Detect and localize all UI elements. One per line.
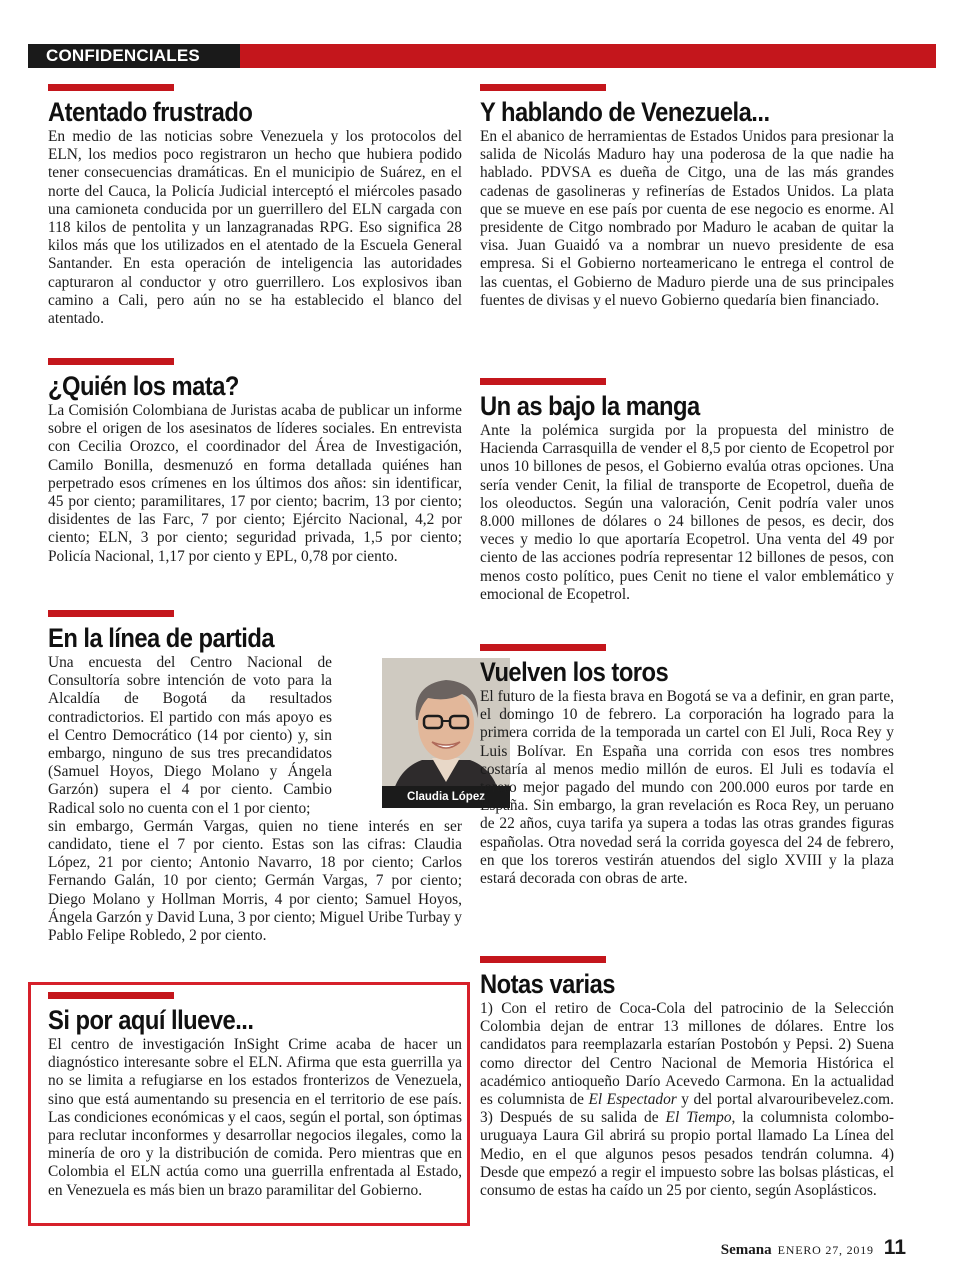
notas-italic-el-tiempo: El Tiempo: [665, 1109, 732, 1127]
headline-accent-bar: [48, 610, 174, 617]
notas-text-2: y del portal alvarouribevelez.com. 3) Después de su salida de: [480, 1091, 895, 1127]
footer-issue-date: ENERO 27, 2019: [777, 1243, 874, 1257]
headline-accent-bar: [48, 84, 174, 91]
headline: En la línea de partida: [48, 623, 275, 653]
headline: Si por aquí llueve...: [48, 1005, 254, 1035]
article-notas-varias: [480, 956, 894, 1200]
headline: Vuelven los toros: [480, 657, 669, 687]
article-body: [480, 1000, 894, 1200]
article-body-wrapped: Una encuesta del Centro Nacional de Consultoría sobre intención de voto para la Alcaldía de Bogotá da resultados contradictorios. El partido con más apoyo es el Centro Democrático (14 por ciento) y, sin embargo, ninguno de sus tres precandidatos (Samuel Hoyos, Diego Molano y Ángela Garzón) supera el 4 por ciento. Cambio Radical solo no cuenta con el 1 por ciento;: [48, 654, 332, 817]
headline: Un as bajo la manga: [480, 391, 700, 421]
footer-magazine-name: Semana: [720, 1242, 772, 1258]
article-atentado-frustrado: [48, 84, 462, 328]
page-footer: [721, 1236, 906, 1262]
article-body: Ante la polémica surgida por la propuesta del ministro de Hacienda Carrasquilla de vender el 8,5 por ciento de Ecopetrol por unos 10 billones de pesos, el Gobierno evalúa otras opciones. Una sería vender Cenit, la filial de transporte de Ecopetrol, dueña de los oleoductos. Según una valoración, Cenit podría valer unos 8.000 millones de dólares o 24 billones de pesos, es decir, dos veces y medio lo que aportaría Ecopetrol. Una venta del 49 por ciento de las acciones podría representar 12 billones de pesos, con menos costo político, pues Cenit no tiene el valor emblemático y emocional de Ecopetrol.: [480, 422, 894, 603]
article-body: En medio de las noticias sobre Venezuela y los protocolos del ELN, los medios poco registraron un hecho que hubiera podido tener consecuencias dramáticas. En el municipio de Suárez, en el norte del Cauca, la Policía Judicial interceptó el miércoles pasado una camioneta conducida por un guerrillero del ELN cargada con 118 kilos de pentolita y un lanzagranadas RPG. Eso significa 28 kilos más que los utilizados en el atentado de la Escuela General Santander. En esta operación de inteligencia las autoridades capturaron al conductor y otro guerrillero. Los explosivos iban camino a Cali, pero aún no se ha establecido el blanco del atentado.: [48, 128, 462, 328]
article-body: En el abanico de herramientas de Estados Unidos para presionar la salida de Nicolás Maduro hay una poderosa de la que nadie ha hablado. PDVSA es dueña de Citgo, una de las más grandes cadenas de gasolineras y refinerías de Estados Unidos. La plata que se mueve en ese país por cuenta de ese negocio es enorme. Al presidente de Citgo nombrado por Maduro le acaban de quitar la visa. Juan Guaidó va a nombrar un nuevo presidente de esa empresa. Si el Gobierno norteamericano le entrega el control de las cuentas, el Gobierno de Maduro pierde una de sus principales fuentes de divisas y el nuevo Gobierno quedaría bien financiado.: [480, 128, 894, 309]
article-y-hablando-de-venezuela: [480, 84, 894, 310]
article-un-as-bajo-la-manga: [480, 378, 894, 604]
article-si-por-aqui-llueve: [48, 992, 462, 1200]
article-body: El centro de investigación InSight Crime acaba de hacer un diagnóstico interesante sobre el ELN. Afirma que esta guerrilla ya no se limita a refugiarse en los estados fronterizos de Venezuela, sino que está aumentando su presencia en el territorio de ese país. Las condiciones económicas y el caos, según el portal, son óptimas para reclutar inconformes y desarrollar negocios ilegales, como la minería de oro y la distribución de comida. Pero mientras que en Colombia el ELN actúa como una guerrilla enfrentada al Estado, en Venezuela es más bien un brazo paramilitar del Gobierno.: [48, 1036, 462, 1199]
article-body: La Comisión Colombiana de Juristas acaba de publicar un informe sobre el origen de los asesinatos de líderes sociales. En entrevista con Cecilia Orozco, el coordinador del Área de Investigación, Camilo Bonilla, desmenuzó en forma detallada quiénes han perpetrado esos crímenes en los últimos dos años: sin identificar, 45 por ciento; paramilitares, 17 por ciento; bacrim, 13 por ciento; disidentes de las Farc, 7 por ciento; Ejército Nacional, 4,2 por ciento; ELN, 3 por ciento; seguridad privada, 1,5 por ciento; Policía Nacional, 1,17 por ciento y EPL, 0,78 por ciento.: [48, 402, 462, 565]
headline-accent-bar: [480, 644, 606, 651]
notas-text-1: 1) Con el retiro de Coca-Cola del patrocinio de la Selección Colombia dejan de entrar 13 millones de dólares. Entre los candidatos para reemplazarla estarían Postobón y Pepsi. 2) Suena como director del Centro Nacional de Memoria Histórica el académico antioqueño Darío Acevedo Carmona. En la actualidad es columnista de: [480, 1000, 894, 1109]
section-header-bar: [28, 44, 936, 68]
article-body: El futuro de la fiesta brava en Bogotá se va a definir, en gran parte, el domingo 10 de febrero. La corporación ha logrado para la primera corrida de la temporada un cartel con El Juli, Roca Rey y Luis Bolívar. En España una corrida con esos tres nombres costaría al menos medio millón de euros. El Juli es todavía el torero mejor pagado del mundo con 200.000 euros por tarde en España. Sin embargo, la gran revelación es Roca Rey, un peruano de 22 años, cuya tarifa ya supera a todas las otras grandes figuras españolas. Otra novedad será la corrida goyesca del 24 de febrero, en que los toreros vestirán atuendos del siglo XVIII y la plaza estará decorada con obras de arte.: [480, 688, 894, 888]
footer-page-number: 11: [883, 1236, 906, 1259]
headline-accent-bar: [480, 84, 606, 91]
headline: Atentado frustrado: [48, 97, 253, 127]
headline: Y hablando de Venezuela...: [480, 97, 770, 127]
article-quien-los-mata: [48, 358, 462, 566]
headline-accent-bar: [48, 358, 174, 365]
headline-accent-bar: [480, 378, 606, 385]
headline-accent-bar: [480, 956, 606, 963]
headline: ¿Quién los mata?: [48, 371, 239, 401]
section-label: CONFIDENCIALES: [28, 44, 240, 68]
headline: Notas varias: [480, 969, 615, 999]
article-en-la-linea-de-partida: [48, 610, 485, 945]
notas-text-3: , la columnista colombo-uruguaya Laura Gil abrirá su propio portal llamado La Línea del Medio, en el que algunos pesos pesados tendrán columna. 4) Desde que empezó a regir el impuesto sobre las bolsas plásticas, el consumo de estas ha caído un 25 por ciento, según Asoplásticos.: [480, 1109, 894, 1200]
article-body-full: sin embargo, Germán Vargas, quien no tiene interés en ser candidato, tiene el 7 por ciento. Estas son las cifras: Claudia López, 21 por ciento; Antonio Navarro, 18 por ciento; Carlos Fernando Galán, 10 por ciento; Germán Vargas, 7 por ciento; Diego Molano y Hollman Morris, 4 por ciento; Samuel Hoyos, Ángela Garzón y David Luna, 3 por ciento; Miguel Uribe Turbay y Pablo Felipe Robledo, 2 por ciento.: [48, 817, 462, 945]
notas-italic-el-espectador: El Espectador: [588, 1091, 677, 1109]
headline-accent-bar: [48, 992, 174, 999]
photo-caption: Claudia López: [382, 786, 510, 808]
article-vuelven-los-toros: [480, 644, 894, 888]
